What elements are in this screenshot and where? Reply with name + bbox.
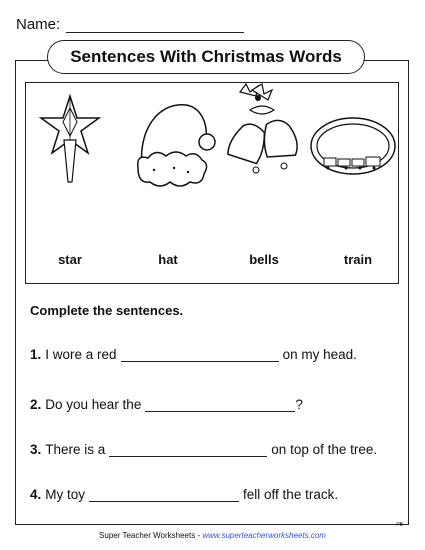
instructions-heading: Complete the sentences. [30,303,184,318]
picture-label-star: star [58,252,82,267]
christmas-bells-icon [218,50,310,230]
sentence-text-before: I wore a red [45,347,117,362]
sentence-text-after: on my head. [282,347,357,362]
sentence-text-after: ? [295,397,303,412]
name-label: Name: [16,16,61,33]
answer-blank[interactable] [109,443,267,457]
sentence-text-after: fell off the track. [243,487,339,502]
star-tree-topper-icon [35,50,105,230]
sentence-1 [30,347,357,362]
page-code: PB [396,522,403,528]
answer-blank[interactable] [145,398,295,412]
santa-hat-icon [128,50,218,230]
picture-label-bells: bells [249,252,279,267]
sentence-text-before: My toy [45,487,86,502]
picture-label-train: train [343,252,373,267]
footer-link[interactable]: www.superteacherworksheets.com [202,531,326,540]
sentence-text-after: on top of the tree. [271,442,378,457]
sentence-text-before: There is a [45,442,106,457]
sentence-number: 1. [30,347,42,362]
page-title: Sentences With Christmas Words [47,40,365,74]
sentence-number: 3. [30,442,42,457]
name-field [16,16,244,33]
sentence-4 [30,487,338,502]
sentence-2 [30,397,303,412]
name-blank-line[interactable] [66,20,244,33]
sentence-number: 2. [30,397,42,412]
sentence-3 [30,442,377,457]
sentence-number: 4. [30,487,42,502]
answer-blank[interactable] [89,488,239,502]
toy-train-track-icon [306,50,400,230]
sentence-text-before: Do you hear the [45,397,142,412]
answer-blank[interactable] [121,348,279,362]
footer [0,531,425,540]
footer-text: Super Teacher Worksheets - [99,531,203,540]
picture-label-hat: hat [158,252,178,267]
